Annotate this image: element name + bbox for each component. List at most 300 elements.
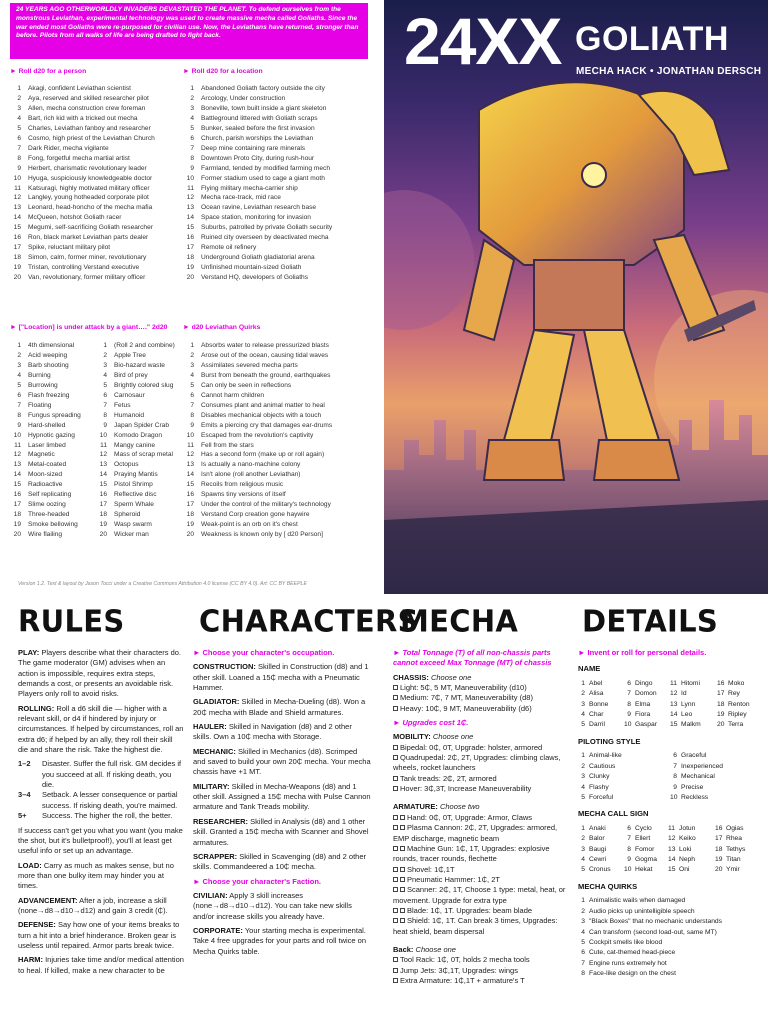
giant-adjective: Radioactive — [28, 481, 63, 489]
checkbox-icon[interactable] — [400, 867, 405, 872]
roll-number: 12 — [13, 194, 21, 202]
list-item — [96, 351, 175, 361]
call-sign-entry: Titan — [726, 856, 741, 864]
piloting-style-entry: Inexperienced — [681, 762, 724, 770]
roll-number: 2 — [17, 351, 21, 359]
location-entry: Verstand HQ, developers of Goliaths — [201, 274, 309, 282]
roll-number: 11 — [14, 441, 21, 449]
leviathan-quirk: Escaped from the revolution's captivity — [201, 431, 314, 439]
occupation-entry — [193, 662, 371, 693]
occupation-name: SCRAPPER: — [193, 851, 238, 861]
list-item — [183, 450, 332, 460]
list-item — [10, 381, 81, 391]
table-cell — [578, 679, 624, 689]
table-row — [578, 855, 763, 865]
name-entry: Id — [681, 690, 687, 698]
mobility-heading — [393, 732, 573, 742]
roll-number: 16 — [717, 679, 725, 687]
list-item — [183, 490, 332, 500]
chassis-option-text: Light: 5₵, 5 MT, Maneuverability (d10) — [400, 683, 527, 693]
roll-number: 8 — [103, 411, 107, 419]
name-entry: Bonne — [589, 700, 609, 708]
mobility-heading-hint: Choose one — [432, 732, 474, 742]
piloting-style-entry: Clunky — [589, 773, 610, 781]
roll-number: 18 — [99, 511, 107, 519]
list-item — [10, 371, 81, 381]
table-row — [578, 959, 763, 969]
list-item — [10, 530, 81, 540]
giant-adjective-table — [10, 341, 81, 540]
mecha-quirk-entry: Audio picks up unintelligible speech — [589, 907, 695, 915]
table-row — [578, 772, 763, 782]
roll-number: 6 — [627, 824, 631, 832]
list-item — [183, 391, 332, 401]
name-entry: Ripley — [728, 711, 747, 719]
roll-number: 14 — [13, 214, 21, 222]
giant-creature: Pistol Shrimp — [114, 481, 153, 489]
location-entry: Underground Goliath gladiatorial arena — [201, 254, 315, 262]
roll-number: 7 — [581, 959, 585, 967]
list-item — [183, 480, 332, 490]
giant-adjective: Metal-coated — [28, 461, 67, 469]
table-row — [578, 896, 763, 906]
roll-number: 12 — [186, 194, 194, 202]
piloting-style-entry: Forceful — [589, 793, 614, 801]
list-item — [96, 520, 175, 530]
armature-option — [393, 885, 573, 906]
occupation-text: Skilled in Construction (d8) and 1 other skill. Loaned a 15₵ mecha with a Pneumatic Hammer. — [193, 662, 369, 693]
roll-number: 15 — [186, 224, 194, 232]
checkbox-icon[interactable] — [400, 918, 405, 923]
table-row — [578, 834, 763, 844]
mobility-option — [393, 753, 573, 774]
checkbox-icon[interactable] — [393, 908, 398, 913]
piloting-style-table — [578, 751, 763, 803]
roll-number: 19 — [186, 521, 194, 529]
leviathan-quirk: Is actually a nano-machine colony — [201, 461, 301, 469]
roll-number: 19 — [717, 711, 725, 719]
list-item — [183, 144, 332, 154]
occupation-entry — [193, 817, 371, 848]
person-entry: Megumi, self-sacrificing Goliath researcher — [28, 224, 153, 232]
roll-number: 18 — [13, 254, 21, 262]
location-entry: Battleground littered with Goliath scraps — [201, 114, 318, 122]
name-entry: Hitomi — [681, 679, 700, 687]
checkbox-icon[interactable] — [393, 968, 398, 973]
roll-number: 14 — [99, 471, 107, 479]
giant-adjective: Barb shooting — [28, 361, 69, 369]
checkbox-icon[interactable] — [393, 978, 398, 983]
call-sign-entry: Oni — [679, 866, 690, 874]
checkbox-icon[interactable] — [393, 846, 398, 851]
list-item — [10, 341, 81, 351]
roll-number: 17 — [717, 690, 725, 698]
roll-number: 19 — [186, 264, 194, 272]
list-item — [183, 510, 332, 520]
faction-name: CORPORATE: — [193, 925, 243, 935]
checkbox-icon[interactable] — [393, 776, 398, 781]
roll-number: 2 — [190, 351, 194, 359]
roll-number: 7 — [673, 762, 677, 770]
characters-column — [193, 648, 371, 961]
roll-number: 16 — [186, 234, 194, 242]
leviathan-quirk: Assimilates severed mecha parts — [201, 361, 298, 369]
list-item — [183, 243, 332, 253]
roll-number: 4 — [17, 371, 21, 379]
roll-number: 15 — [186, 481, 194, 489]
mecha-quirk-entry: Engine runs extremely hot — [589, 959, 667, 967]
person-entry: Allen, mecha construction crew foreman — [28, 104, 146, 112]
location-entry: Boneville, town built inside a giant skeleton — [201, 104, 327, 112]
table-cell — [670, 762, 760, 772]
armature-option-text: Scanner: 2₵, 1T, Choose 1 type: metal, heat, or movement. Upgrade for extra type — [393, 885, 566, 905]
list-item — [10, 94, 155, 104]
roll-number: 16 — [13, 234, 21, 242]
roll-number: 10 — [99, 431, 107, 439]
list-item — [10, 450, 81, 460]
list-item — [183, 223, 332, 233]
roll-number: 4 — [581, 928, 585, 936]
person-entry: Cosmo, high priest of the Leviathan Church — [28, 134, 155, 142]
roll-number: 3 — [17, 104, 21, 112]
roll-number: 7 — [190, 144, 194, 152]
person-entry: Simon, calm, former miner, revolutionary — [28, 254, 147, 262]
list-item — [10, 184, 155, 194]
list-item — [10, 361, 81, 371]
roll-number: 2 — [103, 351, 107, 359]
mobility-option — [393, 743, 573, 753]
roll-number: 1 — [581, 752, 585, 760]
name-heading: NAME — [578, 664, 601, 674]
roll-number: 16 — [99, 491, 107, 499]
roll-number: 4 — [581, 711, 585, 719]
back-option — [393, 955, 573, 965]
list-item — [10, 490, 81, 500]
table-row — [578, 917, 763, 927]
giant-adjective: Slime oozing — [28, 501, 66, 509]
quirks-heading: ► d20 Leviathan Quirks — [183, 324, 261, 331]
giant-creature: Komodo Dragon — [114, 431, 163, 439]
roll-number: 2 — [190, 94, 194, 102]
table-cell — [668, 855, 715, 865]
roll-number: 4 — [190, 371, 194, 379]
location-entry: Farmland, tended by modified farming mech — [201, 164, 331, 172]
roll-number: 8 — [17, 154, 21, 162]
checkbox-icon[interactable] — [393, 887, 398, 892]
checkbox-icon[interactable] — [393, 918, 398, 923]
roll-number: 6 — [673, 752, 677, 760]
list-item — [10, 124, 155, 134]
roll-number: 17 — [186, 501, 194, 509]
call-sign-entry: Loki — [679, 845, 692, 853]
roll-number: 10 — [13, 174, 21, 182]
leviathan-quirk: Fell from the stars — [201, 441, 254, 449]
occupation-heading: ► Choose your character's occupation. — [193, 648, 335, 657]
list-item — [96, 431, 175, 441]
list-item — [10, 520, 81, 530]
back-heading — [393, 945, 573, 955]
checkbox-icon[interactable] — [393, 867, 398, 872]
roll-number: 13 — [186, 204, 194, 212]
leviathan-quirks-table — [183, 341, 332, 540]
table-cell — [717, 700, 761, 710]
table-row — [578, 700, 763, 710]
list-item — [10, 273, 155, 283]
checkbox-icon[interactable] — [393, 786, 398, 791]
leviathan-quirk: Verstand Corp creation gone haywire — [201, 511, 310, 519]
back-option — [393, 976, 573, 986]
roll-number: 17 — [13, 501, 21, 509]
table-row — [578, 689, 763, 699]
back-heading-hint: Choose one — [415, 944, 456, 954]
giant-creature: (Roll 2 and combine) — [114, 342, 175, 349]
table-cell — [578, 783, 670, 793]
person-entry: Tristan, controlling Verstand executive — [28, 264, 140, 272]
list-item — [183, 520, 332, 530]
roll-number: 8 — [627, 700, 631, 708]
checkbox-icon[interactable] — [400, 887, 405, 892]
chassis-option — [393, 683, 573, 693]
checkbox-icon[interactable] — [393, 745, 398, 750]
rules-title: RULES — [18, 603, 125, 639]
table-cell — [670, 751, 760, 761]
chassis-option — [393, 704, 573, 714]
giant-adjective: Laser limbed — [28, 441, 66, 449]
table-cell — [670, 689, 717, 699]
list-item — [183, 203, 332, 213]
checkbox-icon[interactable] — [400, 815, 405, 820]
chassis-option-text: Heavy: 10₵, 9 MT, Maneuverability (d6) — [400, 703, 532, 713]
mobility-heading-label: MOBILITY: — [393, 732, 431, 742]
list-item — [10, 480, 81, 490]
table-row — [578, 928, 763, 938]
giant-creature: Reflective disc — [114, 491, 157, 499]
spacer — [393, 937, 573, 942]
table-cell — [715, 865, 759, 875]
list-item — [10, 431, 81, 441]
checkbox-icon[interactable] — [393, 957, 398, 962]
roll-number: 17 — [186, 244, 194, 252]
roll-number: 3 — [190, 104, 194, 112]
roll-number: 1 — [17, 85, 21, 92]
giant-adjective: Self replicating — [28, 491, 72, 499]
giant-creature: Bio-hazard waste — [114, 361, 165, 369]
list-item — [183, 351, 332, 361]
list-item — [183, 263, 332, 273]
giant-creature: Bird of prey — [114, 371, 148, 379]
table-cell — [715, 855, 759, 865]
list-item — [10, 351, 81, 361]
roll-number: 9 — [103, 421, 107, 429]
giant-adjective: Flash freezing — [28, 391, 70, 399]
roll-number: 20 — [715, 866, 723, 874]
roll-number: 4 — [103, 371, 107, 379]
roll-number: 7 — [17, 401, 21, 409]
checkbox-icon[interactable] — [400, 877, 405, 882]
roll-number: 6 — [627, 679, 631, 687]
mecha-title: MECHA — [400, 603, 519, 639]
roll-number: 13 — [186, 461, 194, 469]
list-item — [96, 530, 175, 540]
piloting-style-entry: Flashy — [589, 783, 609, 791]
call-sign-entry: Keiko — [679, 835, 696, 843]
table-cell — [578, 751, 670, 761]
checkbox-icon[interactable] — [400, 908, 405, 913]
roll-number: 6 — [581, 949, 585, 957]
armature-heading-label: ARMATURE: — [393, 802, 438, 812]
armature-option — [393, 813, 573, 823]
list-item — [96, 391, 175, 401]
piloting-style-heading: PILOTING STYLE — [578, 736, 641, 746]
list-item — [10, 460, 81, 470]
list-item — [183, 193, 332, 203]
checkbox-icon[interactable] — [393, 755, 398, 760]
mobility-option — [393, 784, 573, 794]
roll-number: 17 — [13, 244, 21, 252]
checkbox-icon[interactable] — [393, 695, 398, 700]
giant-mecha-over-city-illustration — [384, 0, 768, 594]
table-cell — [624, 700, 670, 710]
armature-heading-hint: Choose two — [439, 802, 480, 812]
table-cell — [624, 855, 668, 865]
location-entry: Flying military mecha-carrier ship — [201, 184, 298, 192]
occupation-entry — [193, 697, 371, 718]
roll-number: 12 — [13, 451, 21, 459]
name-table — [578, 679, 763, 731]
giant-creature: Mangy canine — [114, 441, 156, 449]
faction-entry — [193, 891, 371, 922]
roll-number: 8 — [581, 970, 585, 978]
armature-option — [393, 823, 573, 844]
details-title: DETAILS — [582, 603, 719, 639]
table-row — [578, 783, 763, 793]
roll-number: 5 — [581, 938, 585, 946]
faction-heading: ► Choose your character's Faction. — [193, 876, 321, 886]
mecha-quirks-table — [578, 896, 763, 979]
leviathan-quirk: Under the control of the military's technology — [201, 501, 331, 509]
name-entry: Dingo — [635, 679, 653, 687]
table-cell — [715, 824, 759, 834]
list-item — [96, 441, 175, 451]
table-cell — [578, 710, 624, 720]
checkbox-icon[interactable] — [400, 846, 405, 851]
checkbox-icon[interactable] — [393, 815, 398, 820]
list-item — [183, 460, 332, 470]
list-item — [96, 381, 175, 391]
call-sign-entry: Anaki — [589, 824, 606, 832]
giant-adjective: Smoke bellowing — [28, 521, 78, 529]
table-cell — [717, 689, 761, 699]
roll-number: 2 — [17, 94, 21, 102]
occupation-text: Skilled in Mecha-Weapons (d8) and 1 other skill. Assigned a 15₵ mecha with Pulse Cannon armature and Tank Treads mobility. — [193, 781, 371, 812]
roll-number: 1 — [190, 342, 194, 349]
leviathan-quirk: Recoils from religious music — [201, 481, 284, 489]
list-item — [10, 233, 155, 243]
location-table — [183, 84, 332, 283]
roll-number: 14 — [186, 214, 194, 222]
checkbox-icon[interactable] — [393, 685, 398, 690]
checkbox-icon[interactable] — [393, 877, 398, 882]
list-item — [183, 233, 332, 243]
chassis-option — [393, 693, 573, 703]
cover-title-24xx: 24XX — [404, 4, 562, 78]
roll-number: 4 — [190, 114, 194, 122]
occupation-name: CONSTRUCTION: — [193, 662, 256, 672]
list-item — [10, 441, 81, 451]
call-sign-entry: Ogias — [726, 824, 744, 832]
call-sign-entry: Jotun — [679, 824, 696, 832]
table-row — [578, 751, 763, 761]
occupation-text: Skilled in Scavenging (d8) and 2 other skills. Commandeered a 10₵ mecha. — [193, 851, 367, 872]
characters-title: CHARACTERS — [199, 603, 419, 639]
back-option — [393, 966, 573, 976]
table-cell — [717, 720, 761, 730]
call-sign-entry: Gogma — [635, 856, 657, 864]
table-row — [578, 793, 763, 803]
roll-number: 9 — [17, 164, 21, 172]
table-cell — [624, 824, 668, 834]
table-cell — [624, 865, 668, 875]
giant-creature: Brightly colored slug — [114, 381, 174, 389]
list-item — [96, 490, 175, 500]
roll-number: 3 — [581, 918, 585, 926]
table-cell — [624, 679, 670, 689]
leviathan-quirk: Emits a piercing cry that damages ear-drums — [201, 421, 333, 429]
roll-number: 18 — [186, 254, 194, 262]
faction-text: Your starting mecha is experimental. Take 4 free upgrades for your parts and roll twice on Mecha Quirks table. — [193, 925, 367, 956]
person-entry: Fong, forgetful mecha martial artist — [28, 154, 130, 162]
call-sign-entry: Cyclo — [635, 824, 652, 832]
roll-number: 13 — [13, 204, 21, 212]
table-cell — [717, 710, 761, 720]
roll-number: 11 — [14, 184, 21, 192]
armature-option-text: Shield: 1₵, 1T. Can break 3 times, Upgrades: heat shield, beam dispersal — [393, 916, 558, 936]
list-item — [183, 174, 332, 184]
list-item — [10, 114, 155, 124]
roll-number: 10 — [670, 793, 678, 801]
name-entry: Domon — [635, 690, 657, 698]
mecha-quirk-entry: Can transform (second load-out, same MT) — [589, 928, 717, 936]
cover-author: MECHA HACK • JONATHAN DERSCH — [576, 66, 762, 77]
roll-number: 5 — [190, 124, 194, 132]
roll-number: 10 — [624, 866, 632, 874]
list-item — [10, 470, 81, 480]
checkbox-icon[interactable] — [393, 706, 398, 711]
list-item — [96, 460, 175, 470]
list-item — [10, 411, 81, 421]
details-column — [578, 648, 763, 980]
giant-adjective: Burning — [28, 371, 51, 379]
call-sign-entry: Balor — [589, 835, 605, 843]
checkbox-icon[interactable] — [393, 825, 398, 830]
roll-number: 6 — [190, 134, 194, 142]
roll-number: 3 — [581, 700, 585, 708]
cover-title-goliath: GOLIATH — [575, 20, 729, 58]
table-cell — [578, 793, 670, 803]
giant-adjective: Magnetic — [28, 451, 55, 459]
roll-number: 3 — [190, 361, 194, 369]
occupation-entry — [193, 782, 371, 813]
roll-number: 9 — [190, 164, 194, 172]
occupation-entry — [193, 852, 371, 873]
list-item — [183, 164, 332, 174]
giant-adjective: 4th dimensional — [28, 342, 75, 349]
list-item — [10, 500, 81, 510]
table-cell — [578, 700, 624, 710]
list-item — [10, 213, 155, 223]
giant-adjective: Hard-shelled — [28, 421, 66, 429]
checkbox-icon[interactable] — [400, 825, 405, 830]
